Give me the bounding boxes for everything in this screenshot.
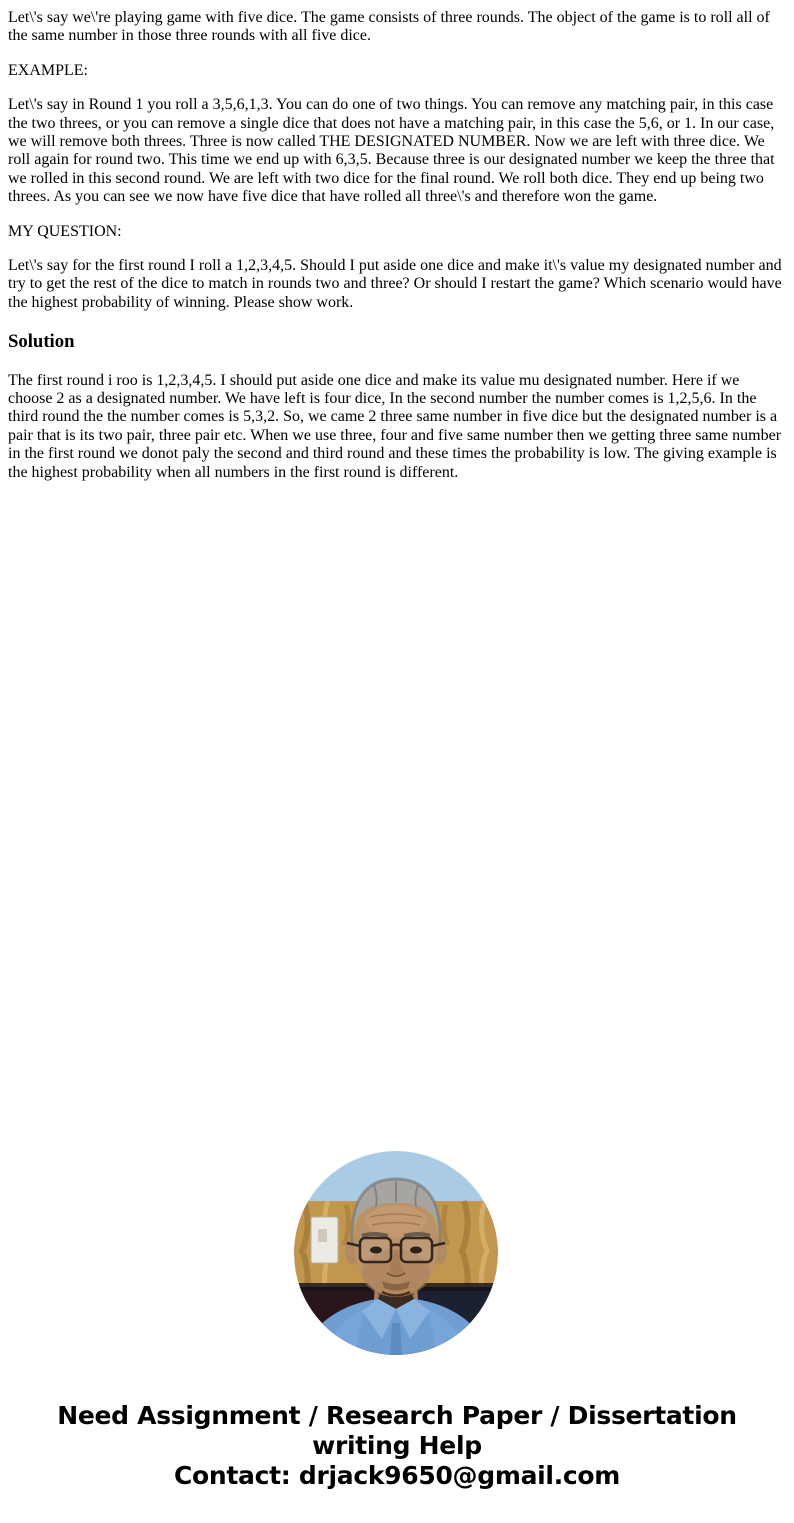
question-label: MY QUESTION: xyxy=(8,222,122,240)
example-label: EXAMPLE: xyxy=(8,61,88,79)
intro-paragraph: Let\'s say we\'re playing game with five dice. The game consists of three rounds. The object of the game is to roll all of the same number in those three rounds with all five dice. xyxy=(8,9,770,45)
question-paragraph: Let\'s say for the first round I roll a 1,2,3,4,5. Should I put aside one dice and make it\'s value my designated number and try to get the rest of the dice to match in rounds two and three? Or should I restart the game? Which scenario would have the highest probability of winning. Please show work. xyxy=(8,256,782,311)
man-portrait-photo-icon xyxy=(294,1151,498,1355)
document-body xyxy=(0,0,794,482)
example-paragraph: Let\'s say in Round 1 you roll a 3,5,6,1,3. You can do one of two things. You can remove any matching pair, in this case the two threes, or you can remove a single dice that does not have a matching pair, in this case the 5,6, or 1. In our case, we will remove both threes. Three is now called THE DESIGNATED NUMBER. Now we are left with three dice. We roll again for round two. This time we end up with 6,3,5. Because three is our designated number we keep the three that we rolled in this second round. We are left with two dice for the final round. We roll both dice. They end up being two threes. As you can see we now have five dice that have rolled all three\'s and therefore won the game. xyxy=(8,96,775,206)
footer-contact-email: Contact: drjack9650@gmail.com xyxy=(173,1461,621,1490)
footer-heading: Need Assignment / Research Paper / Dissertation writing Help xyxy=(57,1401,737,1460)
solution-paragraph: The first round i roo is 1,2,3,4,5. I should put aside one dice and make its value mu designated number. Here if we choose 2 as a designated number. We have left is four dice, In the second number the number comes is 1,2,5,6. In the third round the the number comes is 5,3,2. So, we came 2 three same number in five dice but the designated number is a pair that is its two pair, three pair etc. When we use three, four and five same number then we getting three same number in the first round we donot paly the second and third round and these times the probability is low. The giving example is the highest probability when all numbers in the first round is different. xyxy=(8,371,782,481)
footer-ad xyxy=(0,1401,794,1491)
solution-heading: Solution xyxy=(8,331,75,353)
tutor-avatar xyxy=(294,1151,498,1355)
